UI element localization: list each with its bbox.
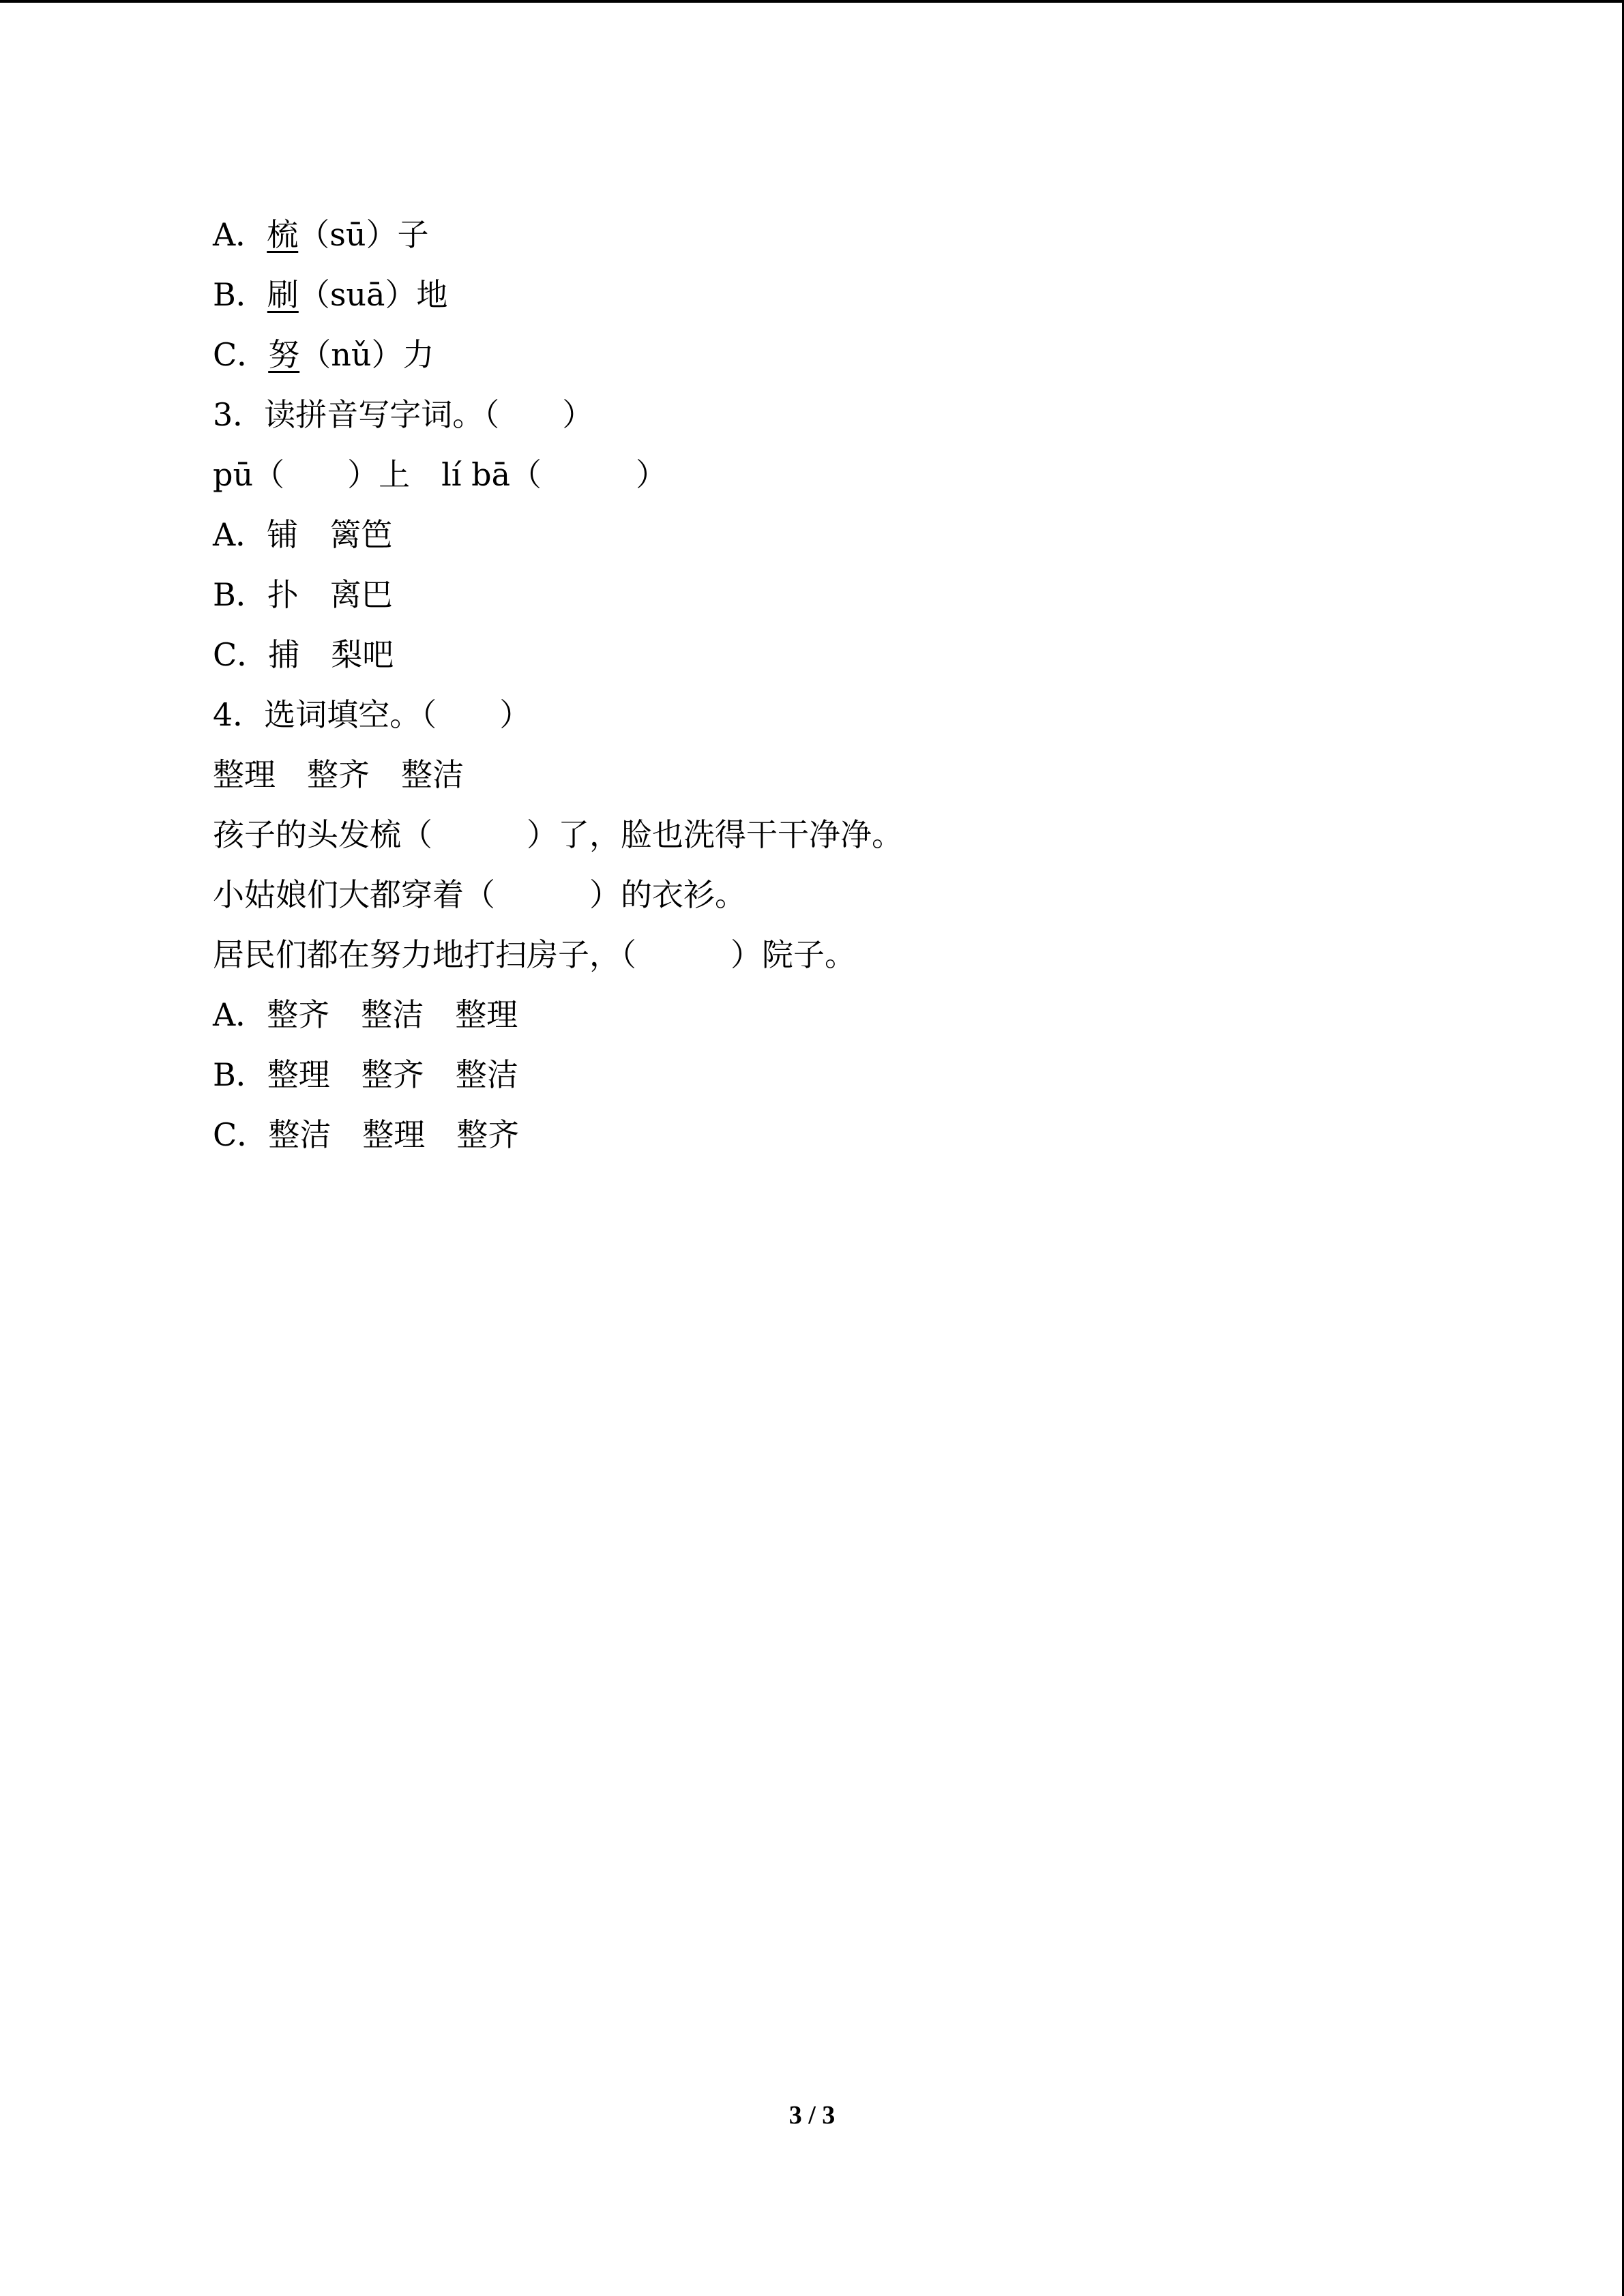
q3-pinyin-prompt: pū（ ）上 lí bā（ ） [213,456,667,493]
q4-option-a: A．整齐 整洁 整理 [213,996,518,1033]
option-text: （suā）地 [298,276,448,313]
underlined-char: 努 [268,336,300,373]
q4-option-c: C．整洁 整理 整齐 [213,1116,520,1153]
q4-sentence-1: 孩子的头发梳（ ）了，脸也洗得干干净净。 [213,816,903,853]
q4-question: 4．选词填空。（ ） [213,696,531,733]
q2-option-a [213,205,1509,265]
q4-sentence-2: 小姑娘们大都穿着（ ）的衣衫。 [213,876,746,913]
option-label: A． [213,216,267,253]
option-label: B． [213,276,267,313]
q3-question: 3．读拼音写字词。（ ） [213,396,594,433]
option-text: （nǔ）力 [299,336,434,373]
option-text: （sū）子 [298,216,429,253]
underlined-char: 刷 [267,276,299,313]
underlined-char: 梳 [267,216,299,253]
q3-option-c: C．捕 梨吧 [213,636,394,673]
page-content [213,205,1509,1165]
q2-option-b [213,265,1509,325]
q4-sentence-3: 居民们都在努力地打扫房子，（ ）院子。 [213,936,856,973]
q2-option-c [213,325,1509,385]
q4-option-b: B．整理 整齐 整洁 [213,1056,518,1093]
page-number: 3 / 3 [788,2101,836,2130]
option-label: C． [213,336,269,373]
q3-option-b: B．扑 离巴 [213,576,393,613]
q3-option-a: A．铺 篱笆 [213,516,393,553]
top-border [0,0,1624,3]
q4-word-bank: 整理 整齐 整洁 [213,756,464,793]
